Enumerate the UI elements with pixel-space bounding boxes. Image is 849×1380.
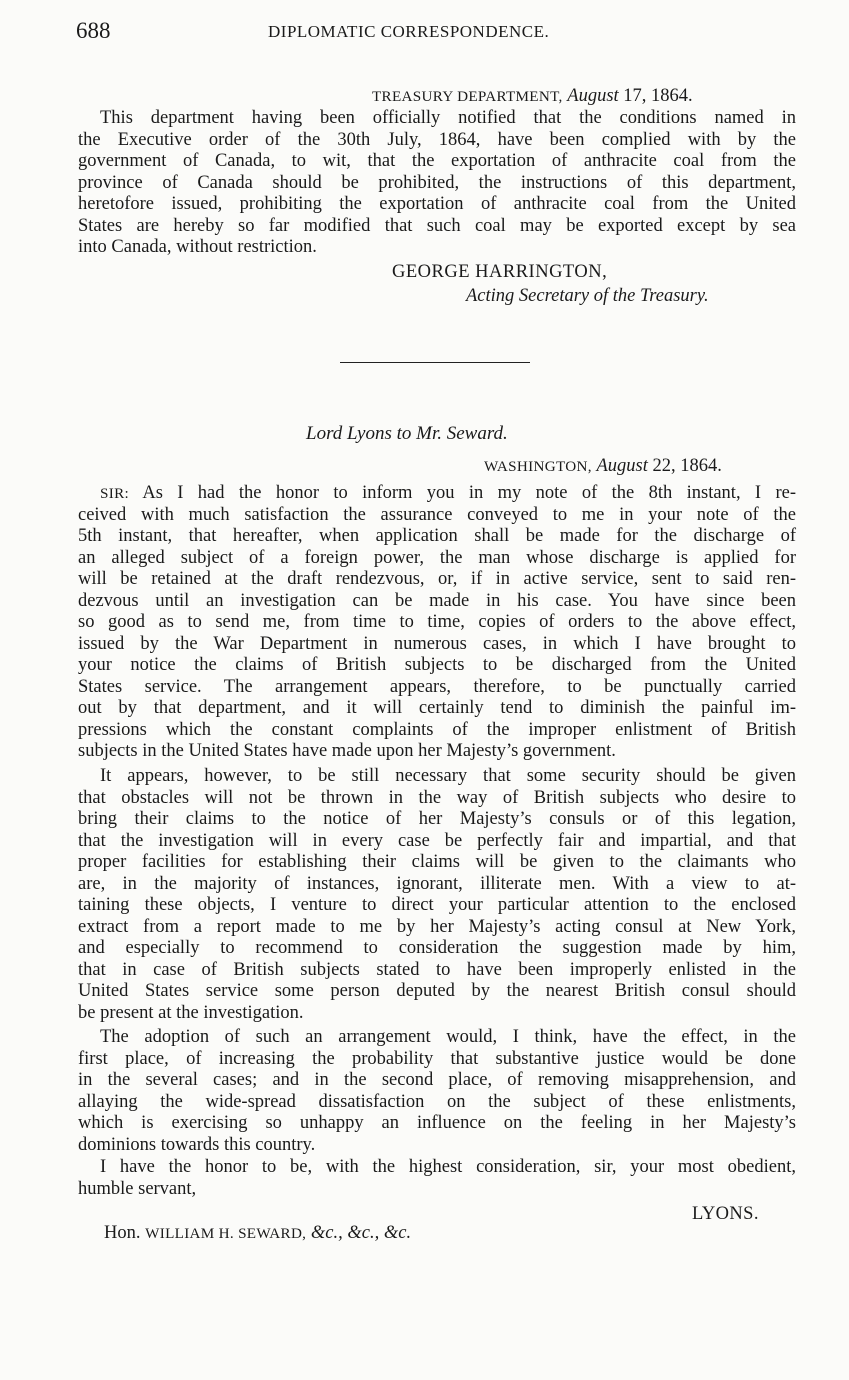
text-line: dezvous until an investigation can be made in his case. You have since been — [78, 590, 796, 611]
text-line: that the investigation will in every case be perfectly fair and impartial, and that — [78, 830, 796, 851]
washington-dateline — [484, 456, 722, 477]
text-line: taining these objects, I venture to direct your particular attention to the enclosed — [78, 895, 796, 915]
treasury-dateline — [372, 86, 693, 107]
addressee — [104, 1223, 411, 1244]
text-line: 5th instant, that hereafter, when application shall be made for the discharge of — [78, 526, 796, 546]
text-line: pressions which the constant complaints of the improper enlistment of British — [78, 719, 796, 740]
text-line: that in case of British subjects stated to have been improperly enlisted in the — [78, 959, 796, 980]
text-line: first place, of increasing the probability that substantive justice would be done — [78, 1048, 796, 1069]
text-line: It appears, however, to be still necessary that some security should be given — [100, 766, 796, 786]
text-line: heretofore issued, prohibiting the exportation of anthracite coal from the United — [78, 194, 796, 214]
paragraph-1 — [78, 483, 796, 763]
text-line: I have the honor to be, with the highest consideration, sir, your most obedient, — [100, 1157, 796, 1177]
text-line: so good as to send me, from time to time, copies of orders to the above effect, — [78, 612, 796, 632]
page-number: 688 — [76, 18, 111, 43]
address-suffix: &c., &c., &c. — [306, 1223, 412, 1243]
text-line: dominions towards this country. — [78, 1134, 316, 1155]
dateline-place: WASHINGTON, — [484, 458, 592, 475]
address-prefix: Hon. — [104, 1223, 146, 1243]
text-line: United States service some person deputed by the nearest British consul should — [78, 981, 796, 1001]
text-line: issued by the War Department in numerous cases, in which I have brought to — [78, 633, 796, 654]
treasury-notice-body — [78, 108, 796, 259]
address-name: WILLIAM H. SEWARD, — [145, 1225, 307, 1242]
signature-title: Acting Secretary of the Treasury. — [466, 286, 709, 306]
text-line: that obstacles will not be thrown in the way of British subjects who desire to — [78, 787, 796, 808]
text-line: government of Canada, to wit, that the exportation of anthracite coal from the — [78, 151, 796, 171]
text-line: bring their claims to the notice of her Majesty’s consuls or of this legation, — [78, 809, 796, 829]
text-line: and especially to recommend to consideration the suggestion made by him, — [78, 938, 796, 958]
text-line — [78, 483, 796, 505]
text-line: States are hereby so far modified that such coal may be exported except by sea — [78, 215, 796, 236]
dateline-date: 22, 1864. — [647, 456, 722, 476]
text-line: which is exercising so unhappy an influence on the feeling in her Majesty’s — [78, 1113, 796, 1133]
text-line: extract from a report made to me by her Majesty’s acting consul at New York, — [78, 916, 796, 937]
text-line: an alleged subject of a foreign power, the man whose discharge is applied for — [78, 547, 796, 568]
signature-name: GEORGE HARRINGTON, — [392, 262, 608, 282]
paragraph-3 — [78, 1027, 796, 1156]
text-line: your notice the claims of British subjects to be discharged from the United — [78, 655, 796, 675]
text-line: States service. The arrangement appears, therefore, to be punctually carried — [78, 676, 796, 697]
text-line: are, in the majority of instances, ignorant, illiterate men. With a view to at- — [78, 873, 796, 894]
text-line: will be retained at the draft rendezvous, or, if in active service, sent to said ren- — [78, 569, 796, 589]
text-line: humble servant, — [78, 1178, 197, 1199]
text-line: ceived with much satisfaction the assurance conveyed to me in your note of the — [78, 504, 796, 525]
text-line: The adoption of such an arrangement would, I think, have the effect, in the — [100, 1027, 796, 1047]
paragraph-2 — [78, 766, 796, 1024]
text-line: proper facilities for establishing their claims will be given to the claimants who — [78, 852, 796, 872]
dateline-date: 17, 1864. — [618, 86, 693, 106]
dateline-month: August — [596, 456, 648, 476]
section-divider — [340, 362, 530, 363]
salutation: SIR: — [100, 485, 129, 502]
dateline-month: August — [567, 86, 619, 106]
text-line: province of Canada should be prohibited, the instructions of this department, — [78, 172, 796, 193]
text-line: be present at the investigation. — [78, 1002, 304, 1023]
signoff: LYONS. — [692, 1204, 759, 1224]
text-line: out by that department, and it will certainly tend to diminish the painful im- — [78, 698, 796, 718]
text-line: the Executive order of the 30th July, 1864, have been complied with by the — [78, 129, 796, 150]
running-title: DIPLOMATIC CORRESPONDENCE. — [268, 22, 550, 41]
text-line: allaying the wide-spread dissatisfaction on the subject of these enlistments, — [78, 1091, 796, 1112]
text-line-rest: As I had the honor to inform you in my note of the 8th instant, I re- — [129, 483, 796, 503]
text-line: in the several cases; and in the second place, of removing misapprehension, and — [78, 1070, 796, 1090]
text-line: This department having been officially notified that the conditions named in — [100, 108, 796, 128]
letter-heading: Lord Lyons to Mr. Seward. — [306, 423, 508, 444]
closing — [78, 1157, 796, 1200]
text-line: into Canada, without restriction. — [78, 237, 317, 257]
text-line: subjects in the United States have made upon her Majesty’s government. — [78, 741, 616, 761]
dateline-place: TREASURY DEPARTMENT, — [372, 88, 563, 105]
